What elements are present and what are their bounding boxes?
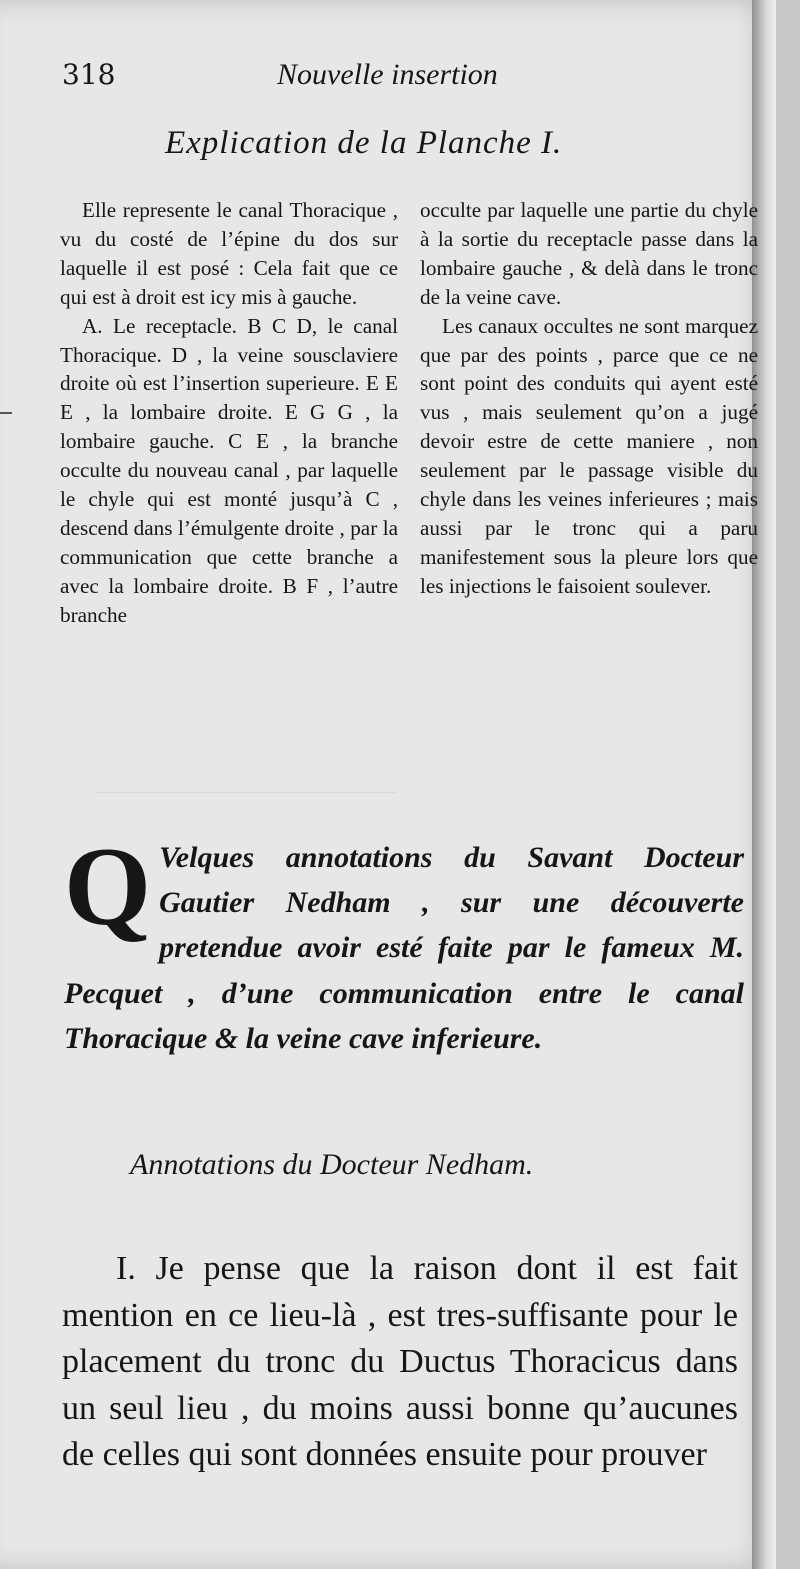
left-paragraph: A. Le receptacle. B C D, le canal Thoracique. D , la veine sousclaviere droite où est l’insertion superieure. E E E , la lombaire droite. E G G , la lombaire gauche. C E , la branche occulte du nouveau canal , par laquelle le chyle qui est monté jusqu’à C , descend dans l’émulgente droite , par la communication que cette branche a avec la lombaire droite. B F , l’autre branche <box>60 313 398 627</box>
margin-mark <box>0 412 12 414</box>
body-text <box>62 1246 738 1479</box>
section-heading-text: Velques annotations du Savant Docteur Gautier Nedham , sur une découverte pretendue avoir esté faite par le fameux M. Pecquet , d’une communication entre le canal Thoracique & la veine cave inferieure. <box>64 841 744 1055</box>
annotations-subheading: Annotations du Docteur Nedham. <box>130 1148 534 1181</box>
right-column <box>420 196 758 601</box>
body-paragraph: I. Je pense que la raison dont il est fait mention en ce lieu-là , est tres-suffisante pour le placement du tronc du Ductus Thoracicus dans un seul lieu , du moins aussi bonne qu’aucunes de celles qui sont données ensuite pour prouver <box>62 1250 738 1473</box>
page-number: 318 <box>62 58 116 91</box>
plate-title: Explication de la Planche I. <box>165 125 563 161</box>
right-paragraph: occulte par laquelle une partie du chyle à la sortie du receptacle passe dans la lombaire gauche , & delà dans le tronc de la veine cave. <box>420 198 758 309</box>
left-column <box>60 196 398 630</box>
section-heading <box>64 825 744 1061</box>
divider <box>96 792 396 793</box>
drop-cap: Q <box>64 825 152 949</box>
running-title: Nouvelle insertion <box>277 58 498 91</box>
left-paragraph: Elle represente le canal Thoracique , vu du costé de l’épine du dos sur laquelle il est posé : Cela fait que ce qui est à droit est icy mis à gauche. <box>60 198 398 309</box>
right-paragraph: Les canaux occultes ne sont marquez que par des points , parce que ce ne sont point des conduits qui ayent esté vus , mais seulement qu’on a jugé devoir estre de cette maniere , non seulement par le passage visible du chyle dans les veines inferieures ; mais aussi par le tronc qui a paru manifestement sous la pleure lors que les injections le faisoient soulever. <box>420 313 758 598</box>
running-header <box>62 58 752 98</box>
